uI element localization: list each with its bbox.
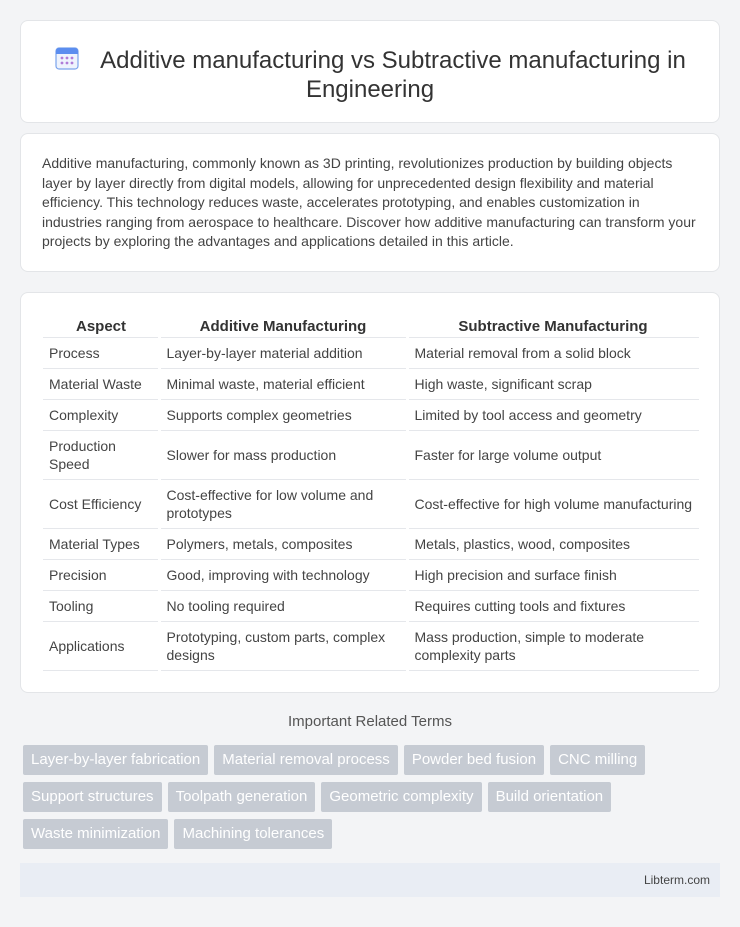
additive-cell: Supports complex geometries — [159, 399, 407, 430]
table-row — [43, 337, 699, 368]
table-row — [43, 430, 699, 479]
aspect-cell: Applications — [43, 621, 159, 670]
term-tag[interactable]: Machining tolerances — [174, 819, 332, 849]
footer — [20, 863, 720, 897]
intro-paragraph: Additive manufacturing, commonly known as 3D printing, revolutionizes production by building objects layer by layer directly from digital models, allowing for unprecedented design flexibility and material efficiency. This technology reduces waste, accelerates prototyping, and enables customization in industries ranging from aerospace to healthcare. Discover how additive manufacturing can transform your projects by exploring the advantages and applications detailed in this article. — [42, 155, 696, 250]
header-card — [20, 20, 720, 123]
term-tag[interactable]: Support structures — [23, 782, 162, 812]
subtractive-cell: Material removal from a solid block — [407, 337, 699, 368]
subtractive-cell: Metals, plastics, wood, composites — [407, 528, 699, 559]
additive-cell: Layer-by-layer material addition — [159, 337, 407, 368]
table-row — [43, 621, 699, 670]
table-row — [43, 559, 699, 590]
term-tag[interactable]: Powder bed fusion — [404, 745, 544, 775]
additive-cell: Minimal waste, material efficient — [159, 368, 407, 399]
subtractive-cell: High precision and surface finish — [407, 559, 699, 590]
term-tag[interactable]: CNC milling — [550, 745, 645, 775]
table-row — [43, 368, 699, 399]
term-tag[interactable]: Toolpath generation — [168, 782, 316, 812]
aspect-cell: Process — [43, 337, 159, 368]
table-header-row — [43, 316, 699, 337]
term-tag[interactable]: Build orientation — [488, 782, 612, 812]
aspect-cell: Material Waste — [43, 368, 159, 399]
aspect-cell: Complexity — [43, 399, 159, 430]
page-title-wrap — [51, 45, 689, 104]
table-row — [43, 590, 699, 621]
related-terms-list — [23, 745, 703, 856]
aspect-cell: Production Speed — [43, 430, 159, 479]
term-tag[interactable]: Waste minimization — [23, 819, 168, 849]
subtractive-cell: Mass production, simple to moderate complexity parts — [407, 621, 699, 670]
term-tag[interactable]: Geometric complexity — [321, 782, 481, 812]
subtractive-cell: Limited by tool access and geometry — [407, 399, 699, 430]
calendar-icon — [54, 45, 80, 71]
header-aspect: Aspect — [43, 316, 159, 337]
table-row — [43, 479, 699, 528]
additive-cell: Good, improving with technology — [159, 559, 407, 590]
aspect-cell: Precision — [43, 559, 159, 590]
footer-site-link[interactable]: Libterm.com — [643, 873, 710, 887]
additive-cell: Slower for mass production — [159, 430, 407, 479]
table-row — [43, 528, 699, 559]
additive-cell: No tooling required — [159, 590, 407, 621]
additive-cell: Prototyping, custom parts, complex designs — [159, 621, 407, 670]
term-tag[interactable]: Layer-by-layer fabrication — [23, 745, 208, 775]
aspect-cell: Tooling — [43, 590, 159, 621]
page-title: Additive manufacturing vs Subtractive manufacturing in Engineering — [100, 47, 686, 103]
aspect-cell: Cost Efficiency — [43, 479, 159, 528]
aspect-cell: Material Types — [43, 528, 159, 559]
comparison-table — [43, 316, 699, 671]
intro-card — [20, 133, 720, 272]
subtractive-cell: Cost-effective for high volume manufacturing — [407, 479, 699, 528]
comparison-table-card — [20, 292, 720, 693]
subtractive-cell: Faster for large volume output — [407, 430, 699, 479]
term-tag[interactable]: Material removal process — [214, 745, 398, 775]
additive-cell: Polymers, metals, composites — [159, 528, 407, 559]
header-subtractive: Subtractive Manufacturing — [407, 316, 699, 337]
subtractive-cell: High waste, significant scrap — [407, 368, 699, 399]
related-terms-heading: Important Related Terms — [288, 713, 452, 730]
header-additive: Additive Manufacturing — [159, 316, 407, 337]
subtractive-cell: Requires cutting tools and fixtures — [407, 590, 699, 621]
table-row — [43, 399, 699, 430]
additive-cell: Cost-effective for low volume and prototypes — [159, 479, 407, 528]
